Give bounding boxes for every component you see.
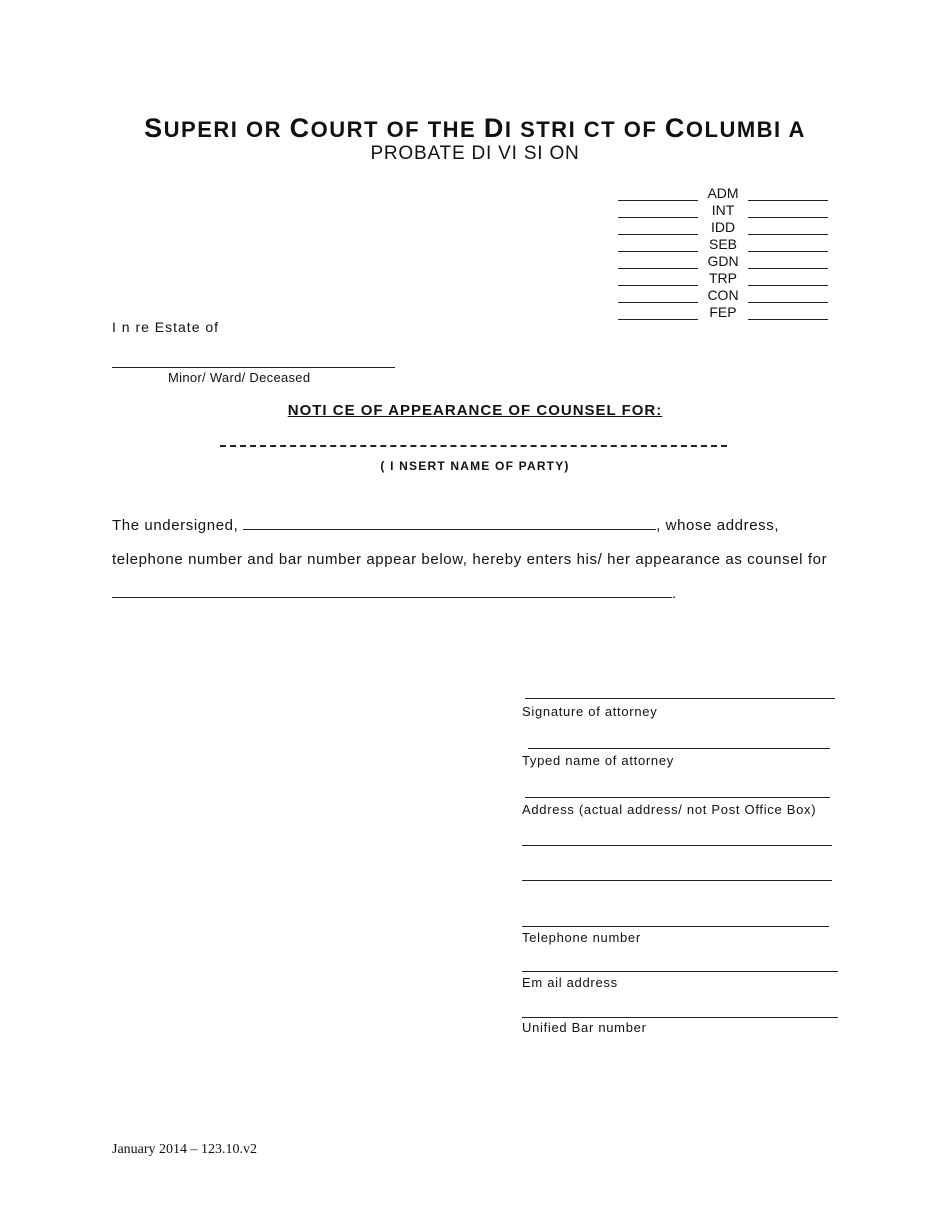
telephone-line[interactable] [522, 926, 829, 927]
code-blank-right[interactable] [748, 206, 828, 218]
address-line-3[interactable] [522, 880, 832, 881]
case-code-label: TRP [709, 270, 737, 286]
code-blank-left[interactable] [618, 206, 698, 218]
estate-label: I n re Estate of [112, 319, 220, 335]
email-label: Em ail address [522, 975, 618, 990]
undersigned-name-blank[interactable] [243, 529, 656, 530]
estate-caption: Minor/ Ward/ Deceased [168, 370, 311, 385]
code-blank-left[interactable] [618, 189, 698, 201]
title-part-2: OURT OF THE [310, 117, 484, 142]
code-blank-right[interactable] [748, 274, 828, 286]
case-code-label: ADM [707, 185, 739, 201]
paragraph-line-3 [112, 585, 677, 602]
case-code-row [618, 218, 833, 235]
code-blank-left[interactable] [618, 291, 698, 303]
typed-name-line[interactable] [528, 748, 830, 749]
case-code-row [618, 235, 833, 252]
case-code-label: FEP [709, 304, 737, 320]
code-blank-left[interactable] [618, 240, 698, 252]
paragraph-start: The undersigned, [112, 517, 239, 534]
case-code-row [618, 286, 833, 303]
email-line[interactable] [522, 971, 838, 972]
counsel-for-blank[interactable] [112, 597, 672, 598]
code-blank-right[interactable] [748, 223, 828, 235]
case-code-row [618, 269, 833, 286]
estate-name-line[interactable] [112, 367, 395, 368]
address-line-1[interactable] [525, 797, 830, 798]
division-subtitle: PROBATE DI VI SI ON [370, 143, 580, 164]
case-code-label: IDD [710, 219, 736, 235]
paragraph-line-1 [112, 517, 779, 534]
form-id-footer: January 2014 – 123.10.v2 [112, 1142, 258, 1157]
title-part-1: UPERI OR [163, 117, 290, 142]
paragraph-line3-end: . [672, 585, 677, 602]
case-code-row [618, 303, 833, 320]
paragraph-line1-end: , whose address, [656, 517, 780, 534]
code-blank-right[interactable] [748, 257, 828, 269]
signature-line[interactable] [525, 698, 835, 699]
case-code-row [618, 201, 833, 218]
bar-number-label: Unified Bar number [522, 1020, 647, 1035]
code-blank-left[interactable] [618, 257, 698, 269]
bar-number-line[interactable] [522, 1017, 838, 1018]
telephone-label: Telephone number [522, 930, 641, 945]
party-name-line[interactable] [220, 445, 727, 447]
code-blank-right[interactable] [748, 189, 828, 201]
code-blank-right[interactable] [748, 308, 828, 320]
title-part-4: OLUMBI A [685, 117, 806, 142]
case-code-row [618, 252, 833, 269]
code-blank-left[interactable] [618, 223, 698, 235]
code-blank-right[interactable] [748, 291, 828, 303]
case-code-label: GDN [707, 253, 739, 269]
court-title [0, 113, 950, 144]
title-initial-s: S [144, 113, 164, 143]
code-blank-left[interactable] [618, 308, 698, 320]
case-code-label: INT [711, 202, 735, 218]
notice-heading: NOTI CE OF APPEARANCE OF COUNSEL FOR: [287, 402, 663, 419]
title-initial-c: C [289, 113, 311, 143]
case-code-list [618, 184, 833, 320]
case-code-label: CON [707, 287, 739, 303]
party-caption: ( I NSERT NAME OF PARTY) [380, 459, 570, 473]
address-line-2[interactable] [522, 845, 832, 846]
paragraph-line-2: telephone number and bar number appear below, hereby enters his/ her appearance as counsel for [112, 551, 828, 568]
signature-label: Signature of attorney [522, 704, 658, 719]
title-initial-c2: C [664, 113, 686, 143]
case-code-row [618, 184, 833, 201]
title-initial-d: D [483, 113, 505, 143]
code-blank-right[interactable] [748, 240, 828, 252]
title-part-3: I STRI CT OF [504, 117, 665, 142]
code-blank-left[interactable] [618, 274, 698, 286]
address-label: Address (actual address/ not Post Office Box) [522, 802, 817, 817]
typed-name-label: Typed name of attorney [522, 753, 674, 768]
case-code-label: SEB [708, 236, 737, 252]
